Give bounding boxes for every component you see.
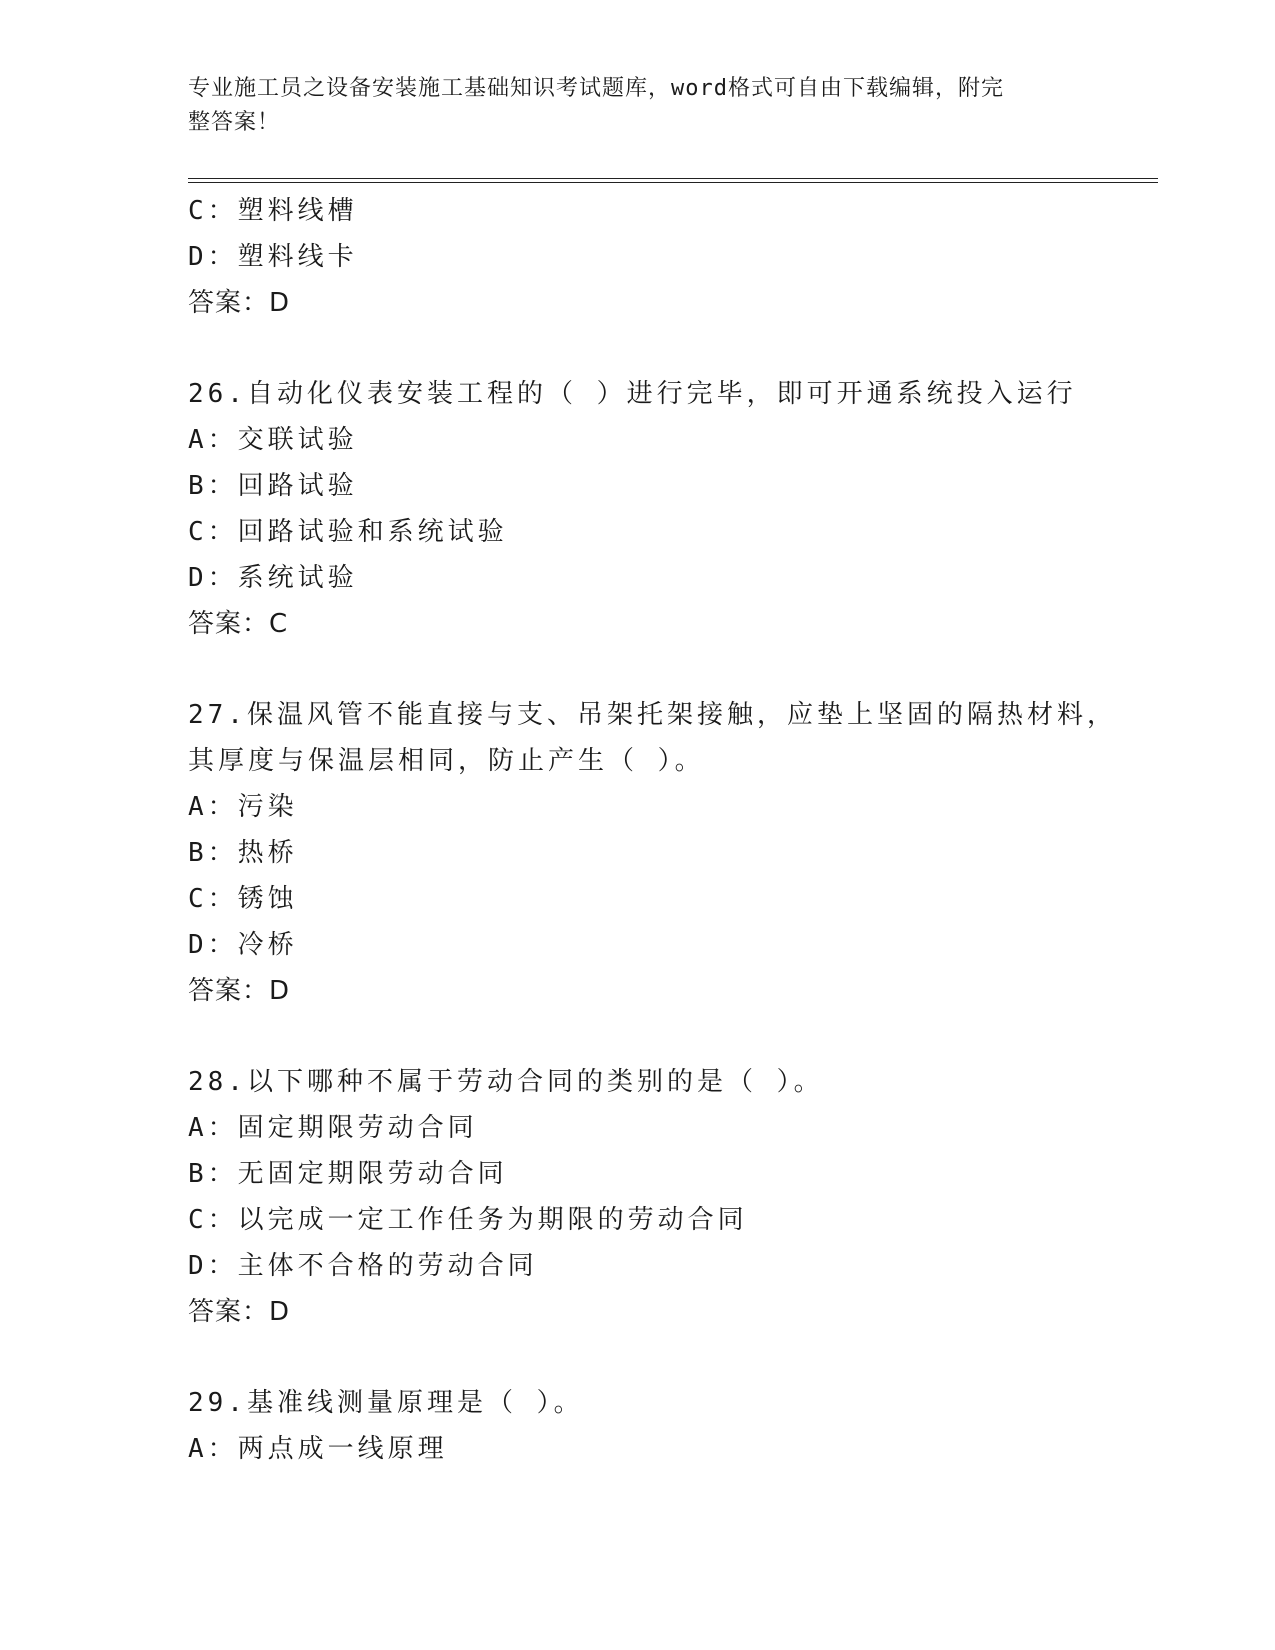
answer-label: 答案：D — [188, 288, 291, 318]
question-text: 26.自动化仪表安装工程的（ ）进行完毕，即可开通系统投入运行 — [188, 379, 1077, 409]
option-b: B：回路试验 — [188, 471, 358, 501]
option-c: C：以完成一定工作任务为期限的劳动合同 — [188, 1205, 748, 1235]
question-block-28 — [188, 1059, 1158, 1335]
option-c: C：回路试验和系统试验 — [188, 517, 508, 547]
question-text-continued: 其厚度与保温层相同，防止产生（ ）。 — [188, 746, 705, 776]
question-list — [188, 188, 1158, 1472]
document-header — [188, 72, 1068, 140]
option-a: A：交联试验 — [188, 425, 358, 455]
question-text: 27.保温风管不能直接与支、吊架托架接触，应垫上坚固的隔热材料， — [188, 700, 1117, 730]
question-block-26 — [188, 371, 1158, 647]
question-text: 28.以下哪种不属于劳动合同的类别的是（ ）。 — [188, 1067, 824, 1097]
spacer — [188, 1014, 1158, 1059]
option-d: D：冷桥 — [188, 930, 298, 960]
option-a: A：两点成一线原理 — [188, 1434, 448, 1464]
option-d: D：系统试验 — [188, 563, 358, 593]
option-b: B：热桥 — [188, 838, 298, 868]
option-a: A：污染 — [188, 792, 298, 822]
question-text: 29.基准线测量原理是（ ）。 — [188, 1388, 584, 1418]
spacer — [188, 1335, 1158, 1380]
option-d: D：塑料线卡 — [188, 242, 358, 272]
option-c: C：锈蚀 — [188, 884, 298, 914]
question-block-29 — [188, 1380, 1158, 1472]
option-a: A：固定期限劳动合同 — [188, 1113, 478, 1143]
answer-label: 答案：D — [188, 1297, 291, 1327]
header-title-line-1: 专业施工员之设备安装施工基础知识考试题库，word格式可自由下载编辑，附完 — [188, 76, 1004, 101]
answer-label: 答案：D — [188, 976, 291, 1006]
question-block-27 — [188, 692, 1158, 1014]
answer-label: 答案：C — [188, 609, 289, 639]
header-title-line-2: 整答案！ — [188, 110, 281, 135]
header-divider — [188, 178, 1158, 183]
option-d: D：主体不合格的劳动合同 — [188, 1251, 538, 1281]
option-b: B：无固定期限劳动合同 — [188, 1159, 508, 1189]
spacer — [188, 647, 1158, 692]
spacer — [188, 326, 1158, 371]
option-c: C：塑料线槽 — [188, 196, 358, 226]
question-block-prev — [188, 188, 1158, 326]
